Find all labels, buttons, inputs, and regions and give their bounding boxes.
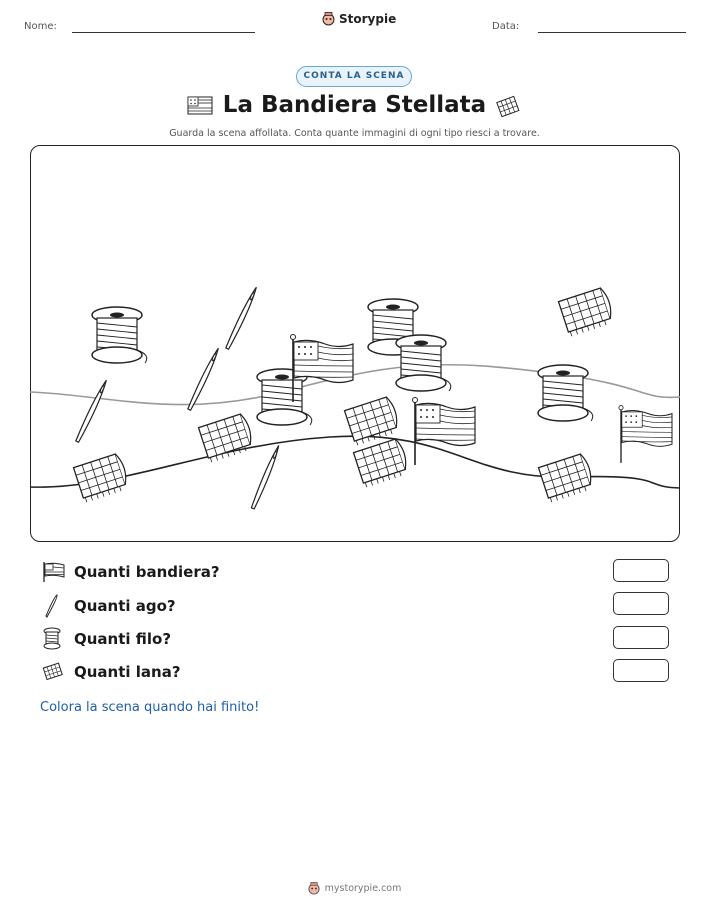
wool-4 (353, 437, 410, 487)
footer-url[interactable]: mystorypie.com (324, 883, 402, 894)
flag-2 (412, 397, 475, 465)
brand-logo (322, 12, 396, 26)
wool-icon (42, 661, 66, 683)
flag-3 (618, 405, 671, 462)
scene-illustration (30, 145, 680, 542)
storypie-mascot-icon (322, 12, 335, 26)
brand-name: Storypie (339, 12, 397, 26)
scene-panel[interactable] (30, 145, 680, 542)
flag-icon (42, 561, 66, 583)
question-needle: Quanti ago? (74, 597, 176, 615)
activity-badge: CONTA LA SCENA (296, 66, 412, 87)
coloring-note: Colora la scena quando hai finito! (40, 700, 260, 715)
spool-4 (257, 369, 312, 425)
wool-2 (198, 412, 255, 462)
needle-icon (42, 593, 64, 619)
wool-6 (538, 452, 595, 502)
needle-4 (250, 444, 280, 509)
answer-box-needle[interactable] (613, 592, 669, 615)
date-label: Data: (492, 21, 520, 32)
footer (0, 882, 709, 895)
spool-3 (396, 335, 451, 391)
question-wool: Quanti lana? (74, 663, 181, 681)
needle-1 (225, 286, 258, 350)
wool-1 (558, 286, 615, 336)
page-title: La Bandiera Stellata (222, 92, 487, 118)
answer-box-spool[interactable] (613, 626, 669, 649)
name-line[interactable] (72, 32, 255, 33)
question-spool: Quanti filo? (74, 630, 172, 648)
wool-5 (73, 452, 130, 502)
needle-2 (187, 347, 220, 411)
needle-3 (75, 379, 108, 443)
answer-box-wool[interactable] (613, 659, 669, 682)
name-label: Nome: (24, 21, 57, 32)
spool-icon (42, 627, 64, 651)
instructions: Guarda la scena affollata. Conta quante immagini di ogni tipo riesci a trovare. (169, 128, 540, 139)
spool-1 (92, 307, 147, 363)
date-line[interactable] (538, 32, 686, 33)
storypie-mascot-icon (308, 882, 320, 895)
question-flag: Quanti bandiera? (74, 563, 220, 581)
spool-5 (538, 365, 593, 421)
wool-icon (494, 94, 522, 120)
answer-box-flag[interactable] (613, 559, 669, 582)
